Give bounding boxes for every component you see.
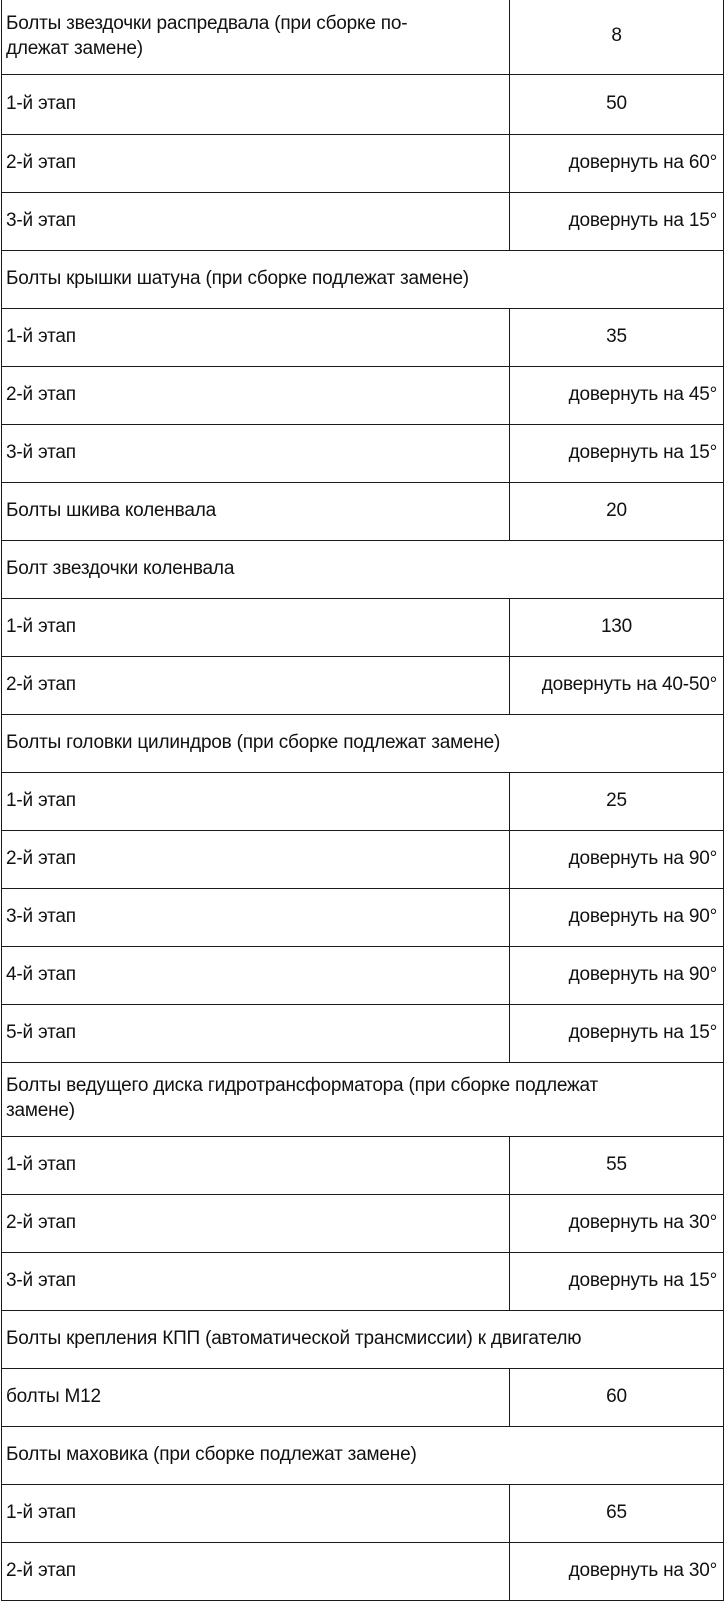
row-label: 3-й этап <box>2 888 510 946</box>
table-row <box>2 74 724 134</box>
row-label: 3-й этап <box>2 424 510 482</box>
row-label: 1-й этап <box>2 1136 510 1194</box>
table-body <box>2 0 724 1600</box>
row-label: болты М12 <box>2 1368 510 1426</box>
torque-value: довернуть на 15° <box>510 192 724 250</box>
section-header-row <box>2 1062 724 1136</box>
torque-value: 35 <box>510 308 724 366</box>
torque-value: довернуть на 15° <box>510 424 724 482</box>
torque-value: 65 <box>510 1484 724 1542</box>
section-title: Болты маховика (при сборке подлежат замене) <box>2 1426 724 1484</box>
table-row <box>2 772 724 830</box>
torque-value: 60 <box>510 1368 724 1426</box>
table-row <box>2 482 724 540</box>
row-label: 2-й этап <box>2 656 510 714</box>
row-label: 2-й этап <box>2 1194 510 1252</box>
row-label: 2-й этап <box>2 830 510 888</box>
section-header-row <box>2 1426 724 1484</box>
section-title: Болты ведущего диска гидротрансформатора (при сборке подлежат замене) <box>2 1062 724 1136</box>
row-label: 2-й этап <box>2 366 510 424</box>
row-label: 1-й этап <box>2 1484 510 1542</box>
torque-value: 130 <box>510 598 724 656</box>
table-row <box>2 134 724 192</box>
table-row <box>2 1368 724 1426</box>
table-row <box>2 0 724 74</box>
torque-value: довернуть на 45° <box>510 366 724 424</box>
torque-value: довернуть на 30° <box>510 1194 724 1252</box>
row-label: 2-й этап <box>2 134 510 192</box>
table-row <box>2 830 724 888</box>
table-row <box>2 598 724 656</box>
table-row <box>2 1542 724 1600</box>
table-row <box>2 1194 724 1252</box>
section-title: Болт звездочки коленвала <box>2 540 724 598</box>
torque-value: довернуть на 40-50° <box>510 656 724 714</box>
table-row <box>2 366 724 424</box>
torque-value: довернуть на 90° <box>510 888 724 946</box>
torque-value: довернуть на 30° <box>510 1542 724 1600</box>
section-title: Болты крышки шатуна (при сборке подлежат замене) <box>2 250 724 308</box>
table-row <box>2 656 724 714</box>
row-label: Болты звездочки распредвала (при сборке по- длежат замене) <box>2 0 510 74</box>
table-row <box>2 1136 724 1194</box>
table-row <box>2 1484 724 1542</box>
table-row <box>2 1004 724 1062</box>
row-label: Болты шкива коленвала <box>2 482 510 540</box>
row-label: 1-й этап <box>2 772 510 830</box>
torque-value: довернуть на 15° <box>510 1004 724 1062</box>
torque-value: 50 <box>510 74 724 134</box>
row-label: 3-й этап <box>2 1252 510 1310</box>
table-row <box>2 192 724 250</box>
table-row <box>2 946 724 1004</box>
row-label: 1-й этап <box>2 74 510 134</box>
row-label: 3-й этап <box>2 192 510 250</box>
row-label: 1-й этап <box>2 598 510 656</box>
torque-value: 20 <box>510 482 724 540</box>
section-header-row <box>2 540 724 598</box>
torque-value: 25 <box>510 772 724 830</box>
table-row <box>2 308 724 366</box>
torque-value: 8 <box>510 0 724 74</box>
torque-value: довернуть на 90° <box>510 830 724 888</box>
table-row <box>2 888 724 946</box>
torque-value: довернуть на 90° <box>510 946 724 1004</box>
table-row <box>2 1252 724 1310</box>
section-title: Болты головки цилиндров (при сборке подлежат замене) <box>2 714 724 772</box>
row-label: 2-й этап <box>2 1542 510 1600</box>
section-header-row <box>2 714 724 772</box>
torque-value: 55 <box>510 1136 724 1194</box>
section-title: Болты крепления КПП (автоматической трансмиссии) к двигателю <box>2 1310 724 1368</box>
section-header-row <box>2 250 724 308</box>
torque-spec-table <box>1 0 724 1601</box>
row-label: 4-й этап <box>2 946 510 1004</box>
row-label: 1-й этап <box>2 308 510 366</box>
row-label: 5-й этап <box>2 1004 510 1062</box>
section-header-row <box>2 1310 724 1368</box>
torque-value: довернуть на 60° <box>510 134 724 192</box>
torque-value: довернуть на 15° <box>510 1252 724 1310</box>
table-row <box>2 424 724 482</box>
